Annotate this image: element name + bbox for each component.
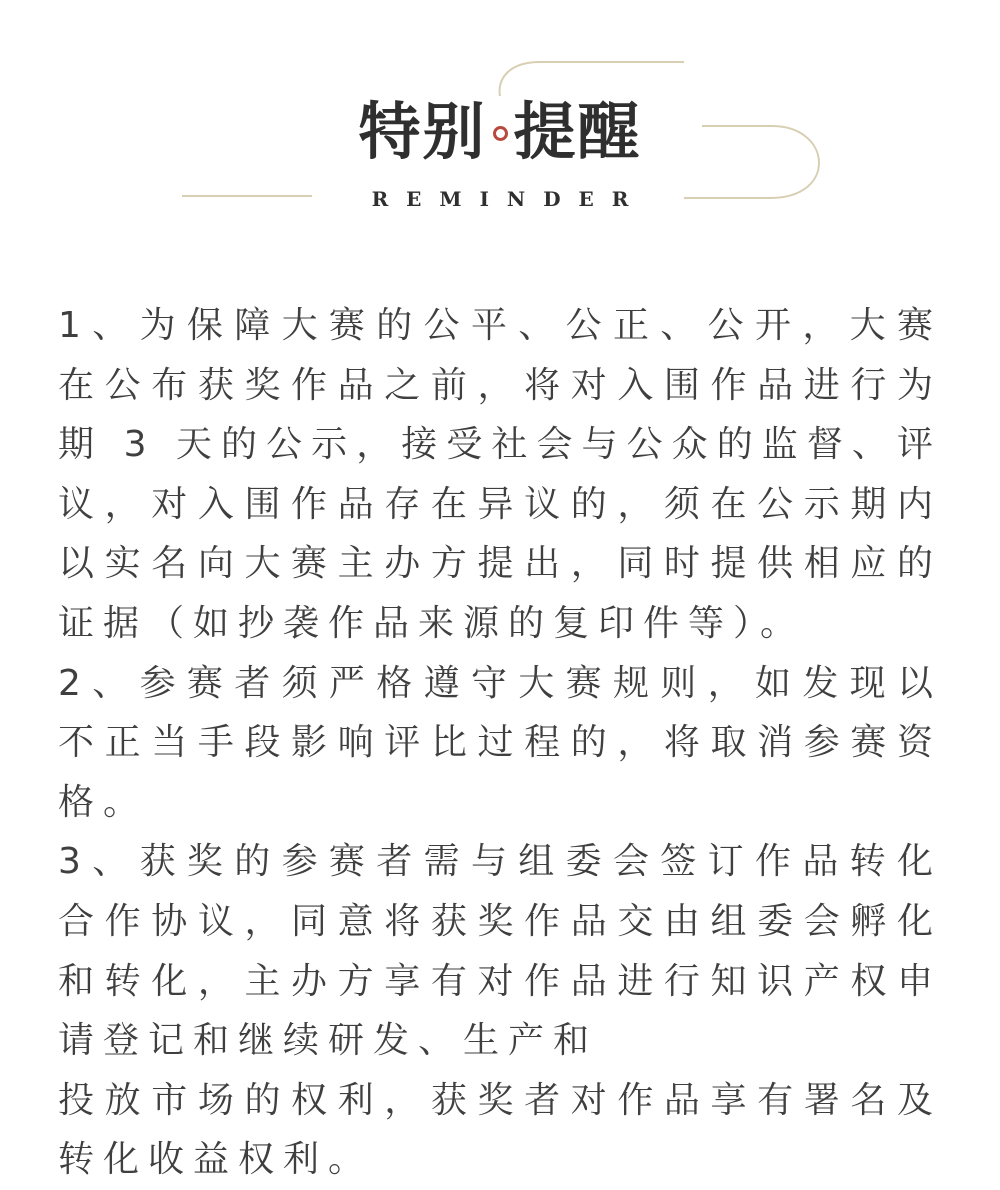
- reminder-item-3-continued: 投放市场的权利，获奖者对作品享有署名及转化收益权利。: [58, 1079, 942, 1181]
- reminder-item-1: 1、为保障大赛的公平、公正、公开，大赛在公布获奖作品之前，将对入围作品进行为期 3 天的公示，接受社会与公众的监督、评议，对入围作品存在异议的，须在公示期内以实名向大赛主办方提出，同时提供相应的证据（如抄袭作品来源的复印件等）。: [58, 305, 942, 644]
- title-part-1: 特别: [358, 95, 487, 168]
- reminder-item-3: 3、获奖的参赛者需与组委会签订作品转化合作协议，同意将获奖作品交由组委会孵化和转化，主办方享有对作品进行知识产权申请登记和继续研发、生产和: [58, 841, 942, 1062]
- page-title: [0, 92, 1000, 172]
- top-arc-line: [500, 62, 684, 96]
- circle-dot-icon: [493, 126, 508, 141]
- header: [0, 0, 1000, 240]
- reminder-item-2: 2、参赛者须严格遵守大赛规则，如发现以不正当手段影响评比过程的，将取消参赛资格。: [58, 662, 942, 823]
- page-subtitle: REMINDER: [371, 187, 647, 211]
- title-part-2: 提醒: [513, 95, 642, 168]
- reminder-content: [58, 296, 942, 1190]
